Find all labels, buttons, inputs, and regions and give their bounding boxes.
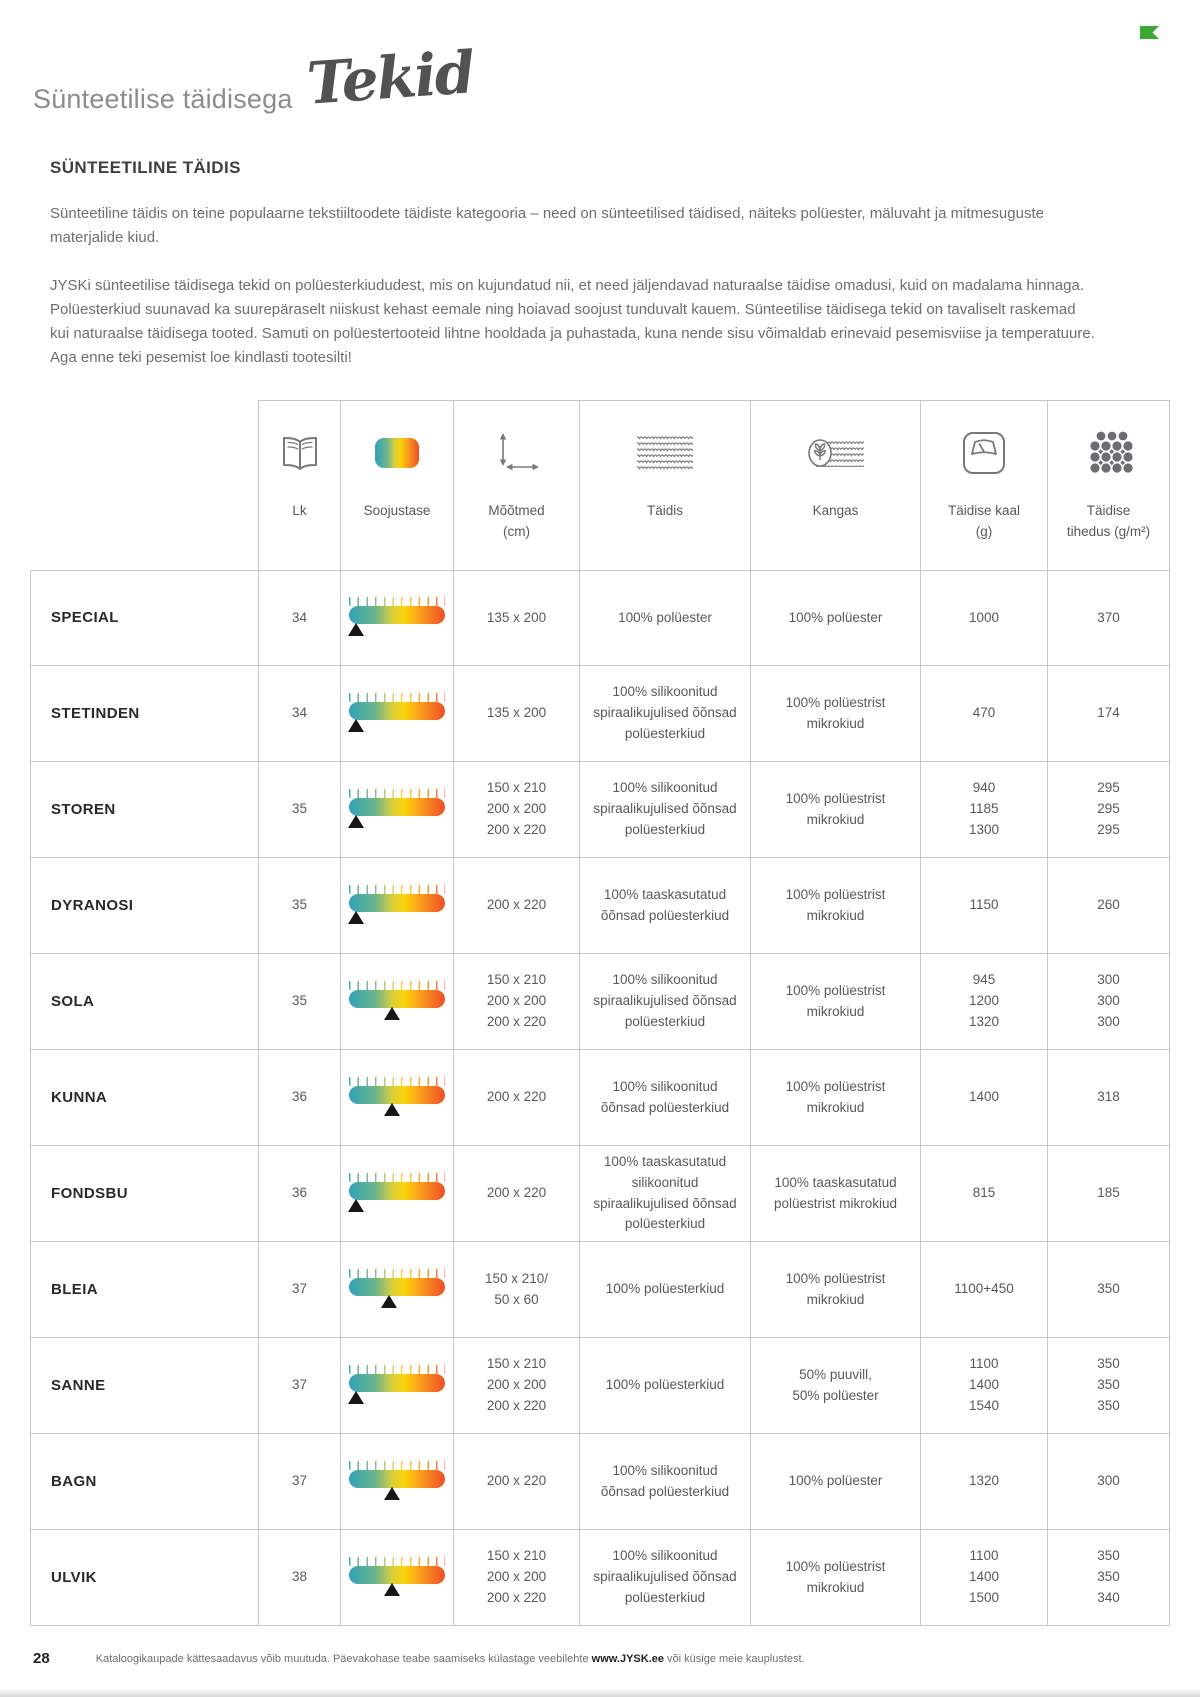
- cell-line: 50% puuvill,: [799, 1366, 872, 1382]
- column-header-lk: [258, 400, 340, 570]
- warmth-indicator: [349, 1269, 445, 1311]
- cell-line: 295: [1097, 821, 1120, 837]
- warmth-cell: [340, 1146, 453, 1241]
- sizes-cell: [453, 1242, 579, 1337]
- cell-line: 200 x 220: [486, 1589, 547, 1605]
- cell-line: 100% polüestrist: [785, 1558, 886, 1574]
- cell-line: 300: [1097, 993, 1120, 1009]
- cell-line: 350: [1097, 1356, 1120, 1372]
- filling-weight-cell: [920, 762, 1047, 857]
- table-row: [30, 1434, 1170, 1530]
- page-ref-cell: 34: [258, 666, 340, 761]
- filling-cell: [579, 666, 750, 761]
- page-ref-cell: 35: [258, 858, 340, 953]
- cell-line: 1150: [969, 897, 999, 913]
- cell-line: polüesterkiud: [624, 725, 706, 741]
- warmth-indicator: [349, 1173, 445, 1215]
- filling-weight-cell: [920, 1242, 1047, 1337]
- filling-weight-cell: [920, 954, 1047, 1049]
- cell-line: 200 x 220: [486, 1013, 547, 1029]
- cell-line: 200 x 220: [486, 821, 547, 837]
- cell-line: mikrokiud: [806, 907, 865, 923]
- dimensions-icon: [494, 417, 540, 489]
- cell-line: 350: [1097, 1569, 1120, 1585]
- cell-line: 370: [1097, 609, 1120, 625]
- page-title: [33, 26, 1167, 118]
- cell-line: 945: [972, 972, 996, 988]
- cell-line: 135 x 200: [486, 609, 547, 625]
- cell-line: 1400: [968, 1089, 1000, 1105]
- cell-line: 150 x 210: [486, 780, 547, 796]
- product-name: BLEIA: [30, 1242, 258, 1337]
- fabric-cell: [750, 1434, 920, 1529]
- warmth-scale-ticks: [349, 1077, 445, 1086]
- cell-line: 1000: [968, 609, 1000, 625]
- fabric-cell: [750, 1338, 920, 1433]
- filling-cell: [579, 1338, 750, 1433]
- book-icon: [280, 417, 320, 489]
- filling-density-cell: [1047, 762, 1170, 857]
- cell-line: 100% polüestrist: [785, 1078, 886, 1094]
- sizes-cell: [453, 1050, 579, 1145]
- warmth-gradient-bar: [349, 894, 445, 912]
- cell-line: 100% silikoonitud: [612, 780, 718, 796]
- cell-line: 350: [1097, 1281, 1120, 1297]
- filling-weight-cell: [920, 858, 1047, 953]
- product-name: SANNE: [30, 1338, 258, 1433]
- fabric-cell: [750, 1146, 920, 1241]
- column-sublabel: (g): [975, 523, 993, 539]
- cell-line: 1320: [968, 1013, 1000, 1029]
- warmth-gradient-bar: [349, 1182, 445, 1200]
- cell-line: 300: [1097, 1013, 1120, 1029]
- page-ref-cell: 37: [258, 1434, 340, 1529]
- table-row: [30, 666, 1170, 762]
- table-row: [30, 762, 1170, 858]
- warmth-indicator: [349, 1077, 445, 1119]
- table-row: [30, 1338, 1170, 1434]
- cell-line: 200 x 200: [486, 1569, 547, 1585]
- cell-line: 200 x 220: [486, 1473, 547, 1489]
- column-sublabel: tihedus (g/m²): [1066, 523, 1151, 539]
- warmth-marker-triangle: [348, 623, 364, 636]
- duvet-comparison-table: [30, 400, 1170, 1626]
- cell-line: 100% polüestrist: [785, 982, 886, 998]
- fabric-cell: [750, 954, 920, 1049]
- cell-line: 1100+450: [954, 1281, 1014, 1297]
- cell-line: õõnsad polüesterkiud: [600, 1099, 730, 1115]
- sizes-cell: [453, 1434, 579, 1529]
- warmth-marker-triangle: [384, 1487, 400, 1500]
- cell-line: 150 x 210/: [484, 1270, 549, 1286]
- cell-line: 150 x 210: [486, 972, 547, 988]
- filling-cell: [579, 1050, 750, 1145]
- cell-line: õõnsad polüesterkiud: [600, 907, 730, 923]
- product-name: SPECIAL: [30, 571, 258, 665]
- column-header-kangas: [750, 400, 920, 570]
- filling-density-cell: [1047, 666, 1170, 761]
- warmth-scale-ticks: [349, 1557, 445, 1566]
- intro-section: [50, 158, 1095, 394]
- cell-line: 100% silikoonitud: [612, 1462, 718, 1478]
- cell-line: 470: [972, 705, 996, 721]
- warmth-scale-ticks: [349, 1461, 445, 1470]
- column-label: Soojustase: [363, 503, 431, 518]
- cell-line: 300: [1097, 1473, 1120, 1489]
- table-body: [30, 570, 1170, 1626]
- fabric-cell: [750, 1242, 920, 1337]
- warmth-gradient-bar: [349, 1278, 445, 1296]
- cell-line: 100% polüesterkiud: [605, 1377, 725, 1393]
- table-header-row: [30, 400, 1170, 570]
- cell-line: mikrokiud: [806, 715, 865, 731]
- table-row: [30, 1242, 1170, 1338]
- cell-line: spiraalikujulised õõnsad: [593, 1195, 737, 1211]
- cell-line: 100% polüester: [788, 1473, 883, 1489]
- filling-density-cell: [1047, 1242, 1170, 1337]
- cell-line: 100% polüestrist: [785, 790, 886, 806]
- cell-line: 100% polüestrist: [785, 694, 886, 710]
- cell-line: 50% polüester: [792, 1387, 879, 1403]
- filling-cell: [579, 858, 750, 953]
- cell-line: 200 x 200: [486, 801, 547, 817]
- sizes-cell: [453, 1530, 579, 1625]
- fabric-cell: [750, 571, 920, 665]
- warmth-gradient-bar: [349, 1086, 445, 1104]
- cell-line: 100% polüester: [618, 609, 712, 625]
- footer-website: www.JYSK.ee: [591, 1653, 664, 1665]
- product-name: STOREN: [30, 762, 258, 857]
- warmth-marker-triangle: [348, 1199, 364, 1212]
- cell-line: 1400: [968, 1569, 1000, 1585]
- warmth-gradient-bar: [349, 1470, 445, 1488]
- warmth-indicator: [349, 981, 445, 1023]
- table-row: [30, 570, 1170, 666]
- column-header-kaal: [920, 400, 1047, 570]
- intro-paragraph-1: Sünteetiline täidis on teine populaarne tekstiiltoodete täidiste kategooria – need on sünteetilised täidised, näiteks polüester, mäluvaht ja mitmesuguste materjalide kiud.: [50, 205, 1044, 246]
- filling-weight-cell: [920, 1338, 1047, 1433]
- page-title-prefix: Sünteetilise täidisega: [33, 84, 293, 114]
- filling-cell: [579, 571, 750, 665]
- cell-line: mikrokiud: [806, 811, 865, 827]
- column-header-taidis: [579, 400, 750, 570]
- warmth-scale-ticks: [349, 981, 445, 990]
- warmth-indicator: [349, 1365, 445, 1407]
- cell-line: 1400: [968, 1377, 1000, 1393]
- cell-line: spiraalikujulised õõnsad: [593, 705, 737, 721]
- cell-line: polüesterkiud: [624, 1013, 706, 1029]
- table-header-empty-cell: [30, 400, 258, 570]
- warmth-marker-triangle: [384, 1007, 400, 1020]
- column-label: Täidise: [1086, 503, 1131, 518]
- column-label: Lk: [292, 503, 307, 518]
- cell-line: 1185: [969, 801, 999, 817]
- cell-line: spiraalikujulised õõnsad: [593, 1569, 737, 1585]
- cell-line: silikoonitud: [631, 1174, 699, 1190]
- warmth-marker-triangle: [348, 815, 364, 828]
- footer-text-before: Kataloogikaupade kättesaadavus võib muutuda. Päevakohase teabe saamiseks külastage veebilehte: [95, 1653, 592, 1665]
- footer-text-after: või küsige meie kauplustest.: [663, 1653, 805, 1665]
- cell-line: 100% taaskasutatud: [603, 886, 727, 902]
- jysk-flag-icon: [1140, 26, 1159, 44]
- warmth-cell: [340, 571, 453, 665]
- warmth-marker-triangle: [348, 911, 364, 924]
- filling-weight-cell: [920, 1050, 1047, 1145]
- warmth-gradient-bar: [349, 1374, 445, 1392]
- intro-paragraph-2: JYSKi sünteetilise täidisega tekid on polüesterkiududest, mis on kujundatud nii, et need jäljendavad naturaalse täidise omadusi, kuid on madalama hinnaga. Polüesterkiud suunavad ka suurepäraselt niiskust kehast eemale ning hoiavad soojust tunduvalt kauem. Sünteetilise täidisega tekid on tavaliselt raskemad kui naturaalse täidisega tooted. Samuti on polüestertooteid lihtne hooldada ja puhastada, kuna nende sisu võimaldab erinevaid pesemisviise ja temperatuure. Aga enne teki pesemist loe kindlasti tootesilti!: [50, 277, 1095, 366]
- warmth-cell: [340, 954, 453, 1049]
- cell-line: 200 x 200: [486, 993, 547, 1009]
- warmth-gradient-bar: [349, 1566, 445, 1584]
- cell-line: 295: [1097, 780, 1120, 796]
- cell-line: spiraalikujulised õõnsad: [593, 801, 737, 817]
- cell-line: 100% polüesterkiud: [605, 1281, 725, 1297]
- cell-line: 350: [1097, 1377, 1120, 1393]
- fabric-cell: [750, 1530, 920, 1625]
- column-label: Täidise kaal: [947, 503, 1021, 518]
- page-footer: [33, 1650, 1167, 1667]
- page-ref-cell: 38: [258, 1530, 340, 1625]
- column-header-soojustase: [340, 400, 453, 570]
- column-header-tihedus: [1047, 400, 1170, 570]
- filling-density-cell: [1047, 1530, 1170, 1625]
- product-name: ULVIK: [30, 1530, 258, 1625]
- cell-line: 200 x 220: [486, 897, 547, 913]
- page-ref-cell: 35: [258, 762, 340, 857]
- cell-line: 1100: [969, 1548, 999, 1564]
- cell-line: 100% silikoonitud: [612, 1078, 718, 1094]
- warmth-gradient-bar: [349, 606, 445, 624]
- filling-weight-cell: [920, 1434, 1047, 1529]
- filling-cell: [579, 954, 750, 1049]
- cell-line: 350: [1097, 1548, 1120, 1564]
- cell-line: 150 x 210: [486, 1548, 547, 1564]
- sizes-cell: [453, 1338, 579, 1433]
- filling-cell: [579, 762, 750, 857]
- page-ref-cell: 37: [258, 1338, 340, 1433]
- product-name: STETINDEN: [30, 666, 258, 761]
- sizes-cell: [453, 1146, 579, 1241]
- cell-line: 200 x 200: [486, 1377, 547, 1393]
- fabric-cell: [750, 1050, 920, 1145]
- cell-line: 318: [1097, 1089, 1120, 1105]
- warmth-indicator: [349, 789, 445, 831]
- sizes-cell: [453, 954, 579, 1049]
- column-label: Mõõtmed: [488, 503, 545, 518]
- warmth-cell: [340, 1530, 453, 1625]
- warmth-cell: [340, 666, 453, 761]
- cell-line: 940: [972, 780, 996, 796]
- cell-line: 100% polüester: [788, 609, 883, 625]
- cell-line: 1540: [968, 1397, 1000, 1413]
- cell-line: mikrokiud: [806, 1099, 865, 1115]
- filling-density-cell: [1047, 954, 1170, 1049]
- cell-line: 200 x 220: [486, 1089, 547, 1105]
- cell-line: mikrokiud: [806, 1291, 865, 1307]
- sizes-cell: [453, 666, 579, 761]
- warmth-marker-triangle: [348, 1391, 364, 1404]
- cell-line: 1100: [969, 1356, 999, 1372]
- table-row: [30, 1530, 1170, 1626]
- warmth-indicator: [349, 1461, 445, 1503]
- warmth-gradient-bar: [349, 798, 445, 816]
- page-ref-cell: 36: [258, 1050, 340, 1145]
- page-ref-cell: 34: [258, 571, 340, 665]
- warmth-indicator: [349, 693, 445, 735]
- cell-line: 150 x 210: [486, 1356, 547, 1372]
- warmth-marker-triangle: [384, 1583, 400, 1596]
- cell-line: 815: [972, 1185, 996, 1201]
- cell-line: 185: [1097, 1185, 1120, 1201]
- cell-line: 135 x 200: [486, 705, 547, 721]
- cell-line: 50 x 60: [494, 1291, 539, 1307]
- sizes-cell: [453, 571, 579, 665]
- warmth-cell: [340, 1338, 453, 1433]
- warmth-cell: [340, 1242, 453, 1337]
- cell-line: 350: [1097, 1397, 1120, 1413]
- warmth-scale-ticks: [349, 1365, 445, 1374]
- warmth-gradient-icon: [375, 417, 419, 489]
- warmth-indicator: [349, 885, 445, 927]
- filling-cell: [579, 1146, 750, 1241]
- fabric-cell: [750, 762, 920, 857]
- warmth-gradient-bar: [349, 702, 445, 720]
- cell-line: 260: [1097, 897, 1120, 913]
- cell-line: polüesterkiud: [624, 1216, 706, 1232]
- cell-line: 100% silikoonitud: [612, 684, 718, 700]
- filling-weight-cell: [920, 571, 1047, 665]
- table-row: [30, 858, 1170, 954]
- page-bottom-edge: [0, 1688, 1200, 1697]
- page-title-script: Tekid: [304, 38, 475, 118]
- warmth-marker-triangle: [381, 1295, 397, 1308]
- cell-line: 100% polüestrist: [785, 886, 886, 902]
- filling-density-cell: [1047, 1050, 1170, 1145]
- cell-line: 200 x 220: [486, 1397, 547, 1413]
- masthead: [33, 26, 1167, 118]
- filling-cell: [579, 1434, 750, 1529]
- table-row: [30, 1050, 1170, 1146]
- density-icon: [1084, 417, 1134, 489]
- cell-line: 1200: [968, 993, 1000, 1009]
- filling-weight-cell: [920, 1146, 1047, 1241]
- product-name: DYRANOSI: [30, 858, 258, 953]
- page-ref-cell: 36: [258, 1146, 340, 1241]
- cell-line: 1320: [968, 1473, 1000, 1489]
- warmth-gradient-bar: [349, 990, 445, 1008]
- footer-text: [96, 1653, 805, 1665]
- warmth-scale-ticks: [349, 693, 445, 702]
- fabric-cotton-icon: [806, 417, 866, 489]
- filling-density-cell: [1047, 1434, 1170, 1529]
- column-label: Kangas: [812, 503, 859, 518]
- filling-density-cell: [1047, 571, 1170, 665]
- product-name: FONDSBU: [30, 1146, 258, 1241]
- sizes-cell: [453, 858, 579, 953]
- warmth-cell: [340, 1050, 453, 1145]
- product-name: KUNNA: [30, 1050, 258, 1145]
- cell-line: 200 x 220: [486, 1185, 547, 1201]
- product-name: BAGN: [30, 1434, 258, 1529]
- cell-line: 295: [1097, 801, 1120, 817]
- section-heading: SÜNTEETILINE TÄIDIS: [50, 158, 241, 177]
- page-ref-cell: 37: [258, 1242, 340, 1337]
- warmth-cell: [340, 858, 453, 953]
- cell-line: õõnsad polüesterkiud: [600, 1483, 730, 1499]
- warmth-marker-triangle: [384, 1103, 400, 1116]
- filling-weight-cell: [920, 1530, 1047, 1625]
- cell-line: 100% taaskasutatud: [603, 1153, 727, 1169]
- cell-line: 100% silikoonitud: [612, 1548, 718, 1564]
- warmth-indicator: [349, 1557, 445, 1599]
- cell-line: polüesterkiud: [624, 1589, 706, 1605]
- cell-line: 1300: [968, 821, 1000, 837]
- warmth-marker-triangle: [348, 719, 364, 732]
- cell-line: 100% silikoonitud: [612, 972, 718, 988]
- cell-line: 340: [1097, 1589, 1120, 1605]
- cell-line: mikrokiud: [806, 1003, 865, 1019]
- cell-line: 174: [1097, 705, 1120, 721]
- warmth-scale-ticks: [349, 1173, 445, 1182]
- page-number: 28: [33, 1650, 50, 1667]
- column-header-mootmed: [453, 400, 579, 570]
- filling-cell: [579, 1242, 750, 1337]
- warmth-indicator: [349, 597, 445, 639]
- cell-line: mikrokiud: [806, 1579, 865, 1595]
- sizes-cell: [453, 762, 579, 857]
- warmth-scale-ticks: [349, 597, 445, 606]
- filling-weight-cell: [920, 666, 1047, 761]
- warmth-cell: [340, 1434, 453, 1529]
- warmth-scale-ticks: [349, 1269, 445, 1278]
- column-label: Täidis: [646, 503, 683, 518]
- column-sublabel: (cm): [503, 523, 530, 539]
- warmth-scale-ticks: [349, 789, 445, 798]
- cell-line: 100% polüestrist: [785, 1270, 886, 1286]
- filling-icon: [636, 417, 694, 489]
- filling-density-cell: [1047, 1338, 1170, 1433]
- filling-cell: [579, 1530, 750, 1625]
- scale-icon: [961, 417, 1007, 489]
- fabric-cell: [750, 666, 920, 761]
- product-name: SOLA: [30, 954, 258, 1049]
- warmth-cell: [340, 762, 453, 857]
- cell-line: 300: [1097, 972, 1120, 988]
- filling-density-cell: [1047, 858, 1170, 953]
- cell-line: polüesterkiud: [624, 821, 706, 837]
- warmth-scale-ticks: [349, 885, 445, 894]
- cell-line: spiraalikujulised õõnsad: [593, 993, 737, 1009]
- filling-density-cell: [1047, 1146, 1170, 1241]
- cell-line: 100% taaskasutatud: [774, 1174, 897, 1190]
- cell-line: polüestrist mikrokiud: [773, 1195, 898, 1211]
- page-ref-cell: 35: [258, 954, 340, 1049]
- table-row: [30, 954, 1170, 1050]
- fabric-cell: [750, 858, 920, 953]
- table-row: [30, 1146, 1170, 1242]
- cell-line: 1500: [968, 1589, 1000, 1605]
